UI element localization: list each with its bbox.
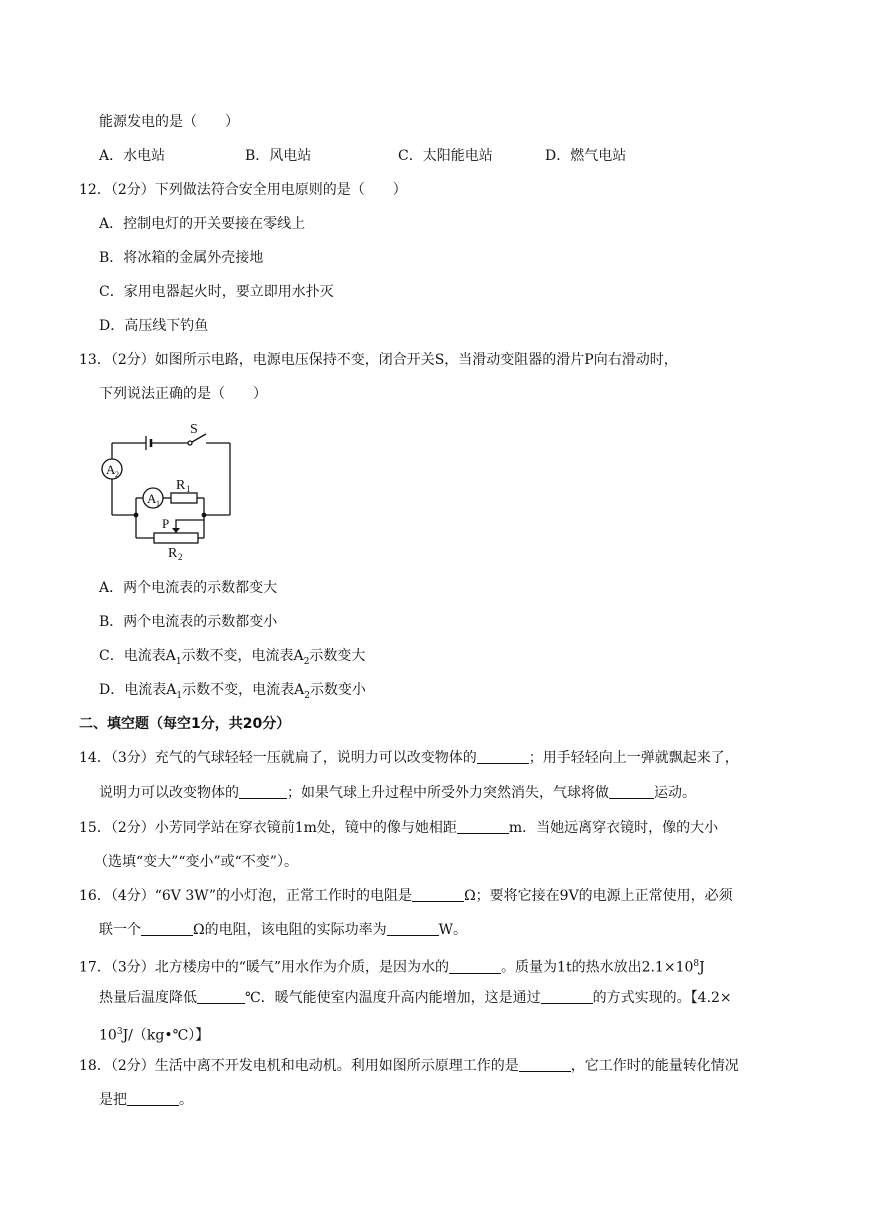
section-heading: 二、填空题（每空1分，共20分） xyxy=(79,716,291,732)
q11-option-c: C．太阳能电站 xyxy=(398,148,493,164)
q16-blank-2 xyxy=(141,921,193,936)
junction-left xyxy=(134,513,139,518)
q18-line1: 18．（2分）生活中离不开发电机和电动机。利用如图所示原理工作的是 ，它工作时的能量转化情况 xyxy=(79,1058,739,1074)
q18-line2: 是把 。 xyxy=(99,1092,193,1108)
q17-blank-2 xyxy=(197,989,245,1004)
q16-line1: 16．（4分）“6V 3W”的小灯泡，正常工作时的电阻是 Ω；要将它接在9V的电源上正常使用，必须 xyxy=(79,888,733,904)
q14-line1: 14．（3分）充气的气球轻轻一压就扁了，说明力可以改变物体的 ；用手轻轻向上一弹就飘起来了， xyxy=(79,750,739,766)
q16-line2: 联一个 Ω的电阻，该电阻的实际功率为 W。 xyxy=(99,922,467,938)
q17-blank-1 xyxy=(449,959,501,974)
q17-line3: $10^3J/(kg•℃)$】 xyxy=(99,1027,210,1044)
label-r2: R xyxy=(168,546,178,561)
label-r2-sub: 2 xyxy=(178,552,183,562)
label-r1-sub: 1 xyxy=(186,484,191,494)
q16-blank-3 xyxy=(387,921,439,936)
q11-stem-tail: 能源发电的是（ ） xyxy=(99,114,239,130)
q11-option-a: A．水电站 xyxy=(99,148,166,164)
rheostat-r2 xyxy=(154,533,198,543)
label-a1: A xyxy=(147,491,157,506)
label-s: S xyxy=(190,422,198,437)
label-a2-sub: 2 xyxy=(115,470,119,479)
label-a2: A xyxy=(106,462,116,477)
q15-line1: 15．（2分）小芳同学站在穿衣镜前1m处，镜中的像与她相距 m．当她远离穿衣镜时，像的大小 xyxy=(79,820,719,836)
q12-option-c: C．家用电器起火时，要立即用水扑灭 xyxy=(99,284,334,300)
q13-stem: 13．（2分）如图所示电路，电源电压保持不变，闭合开关S，当滑动变阻器的滑片P向右滑动时， xyxy=(79,352,678,368)
q11-option-d: D．燃气电站 xyxy=(545,148,627,164)
q18-blank-2 xyxy=(127,1091,179,1106)
q17-line2: 热量后温度降低 ℃．暖气能使室内温度升高内能增加，这是通过 的方式实现的。【4.2× xyxy=(99,990,732,1006)
switch-pivot xyxy=(188,441,192,445)
slider-arrow xyxy=(172,528,180,533)
circuit-diagram xyxy=(96,418,246,564)
q12-option-a: A．控制电灯的开关要接在零线上 xyxy=(99,216,306,232)
q13-option-b: B．两个电流表的示数都变小 xyxy=(99,614,278,630)
q12-stem: 12．（2分）下列做法符合安全用电原则的是（ ） xyxy=(79,182,407,198)
resistor-r1 xyxy=(171,493,197,503)
q13-option-c: C．电流表$A_1$示数不变，电流表$A_2$示数变大 xyxy=(99,648,366,667)
junction-right xyxy=(202,513,207,518)
q15-line2: （选填“变大”“变小”或“不变”）。 xyxy=(94,854,298,870)
q18-blank-1 xyxy=(519,1057,571,1072)
q15-blank-1 xyxy=(457,819,509,834)
label-p: P xyxy=(162,516,170,531)
q12-option-d: D．高压线下钓鱼 xyxy=(99,318,209,334)
q14-blank-2 xyxy=(239,784,287,799)
slider-wire xyxy=(176,520,204,530)
q14-blank-3 xyxy=(609,784,654,799)
q12-option-b: B．将冰箱的金属外壳接地 xyxy=(99,250,264,266)
q13-stem-cont: 下列说法正确的是（ ） xyxy=(99,386,267,402)
q13-option-a: A．两个电流表的示数都变大 xyxy=(99,580,278,596)
label-r1: R xyxy=(176,478,186,493)
q14-blank-1 xyxy=(477,749,529,764)
q16-blank-1 xyxy=(412,887,464,902)
q17-line1: 17．（3分）北方楼房中的“暖气”用水作为介质，是因为水的 。质量为1t的热水放出$2.1\times 10^8J$ xyxy=(79,959,705,976)
q11-option-b: B．风电站 xyxy=(245,148,312,164)
q13-option-d: D．电流表$A_1$示数不变，电流表$A_2$示数变小 xyxy=(99,682,366,701)
q17-blank-3 xyxy=(541,989,593,1004)
q14-line2: 说明力可以改变物体的 ；如果气球上升过程中所受外力突然消失，气球将做 运动。 xyxy=(99,785,696,801)
label-a1-sub: 1 xyxy=(156,499,160,508)
